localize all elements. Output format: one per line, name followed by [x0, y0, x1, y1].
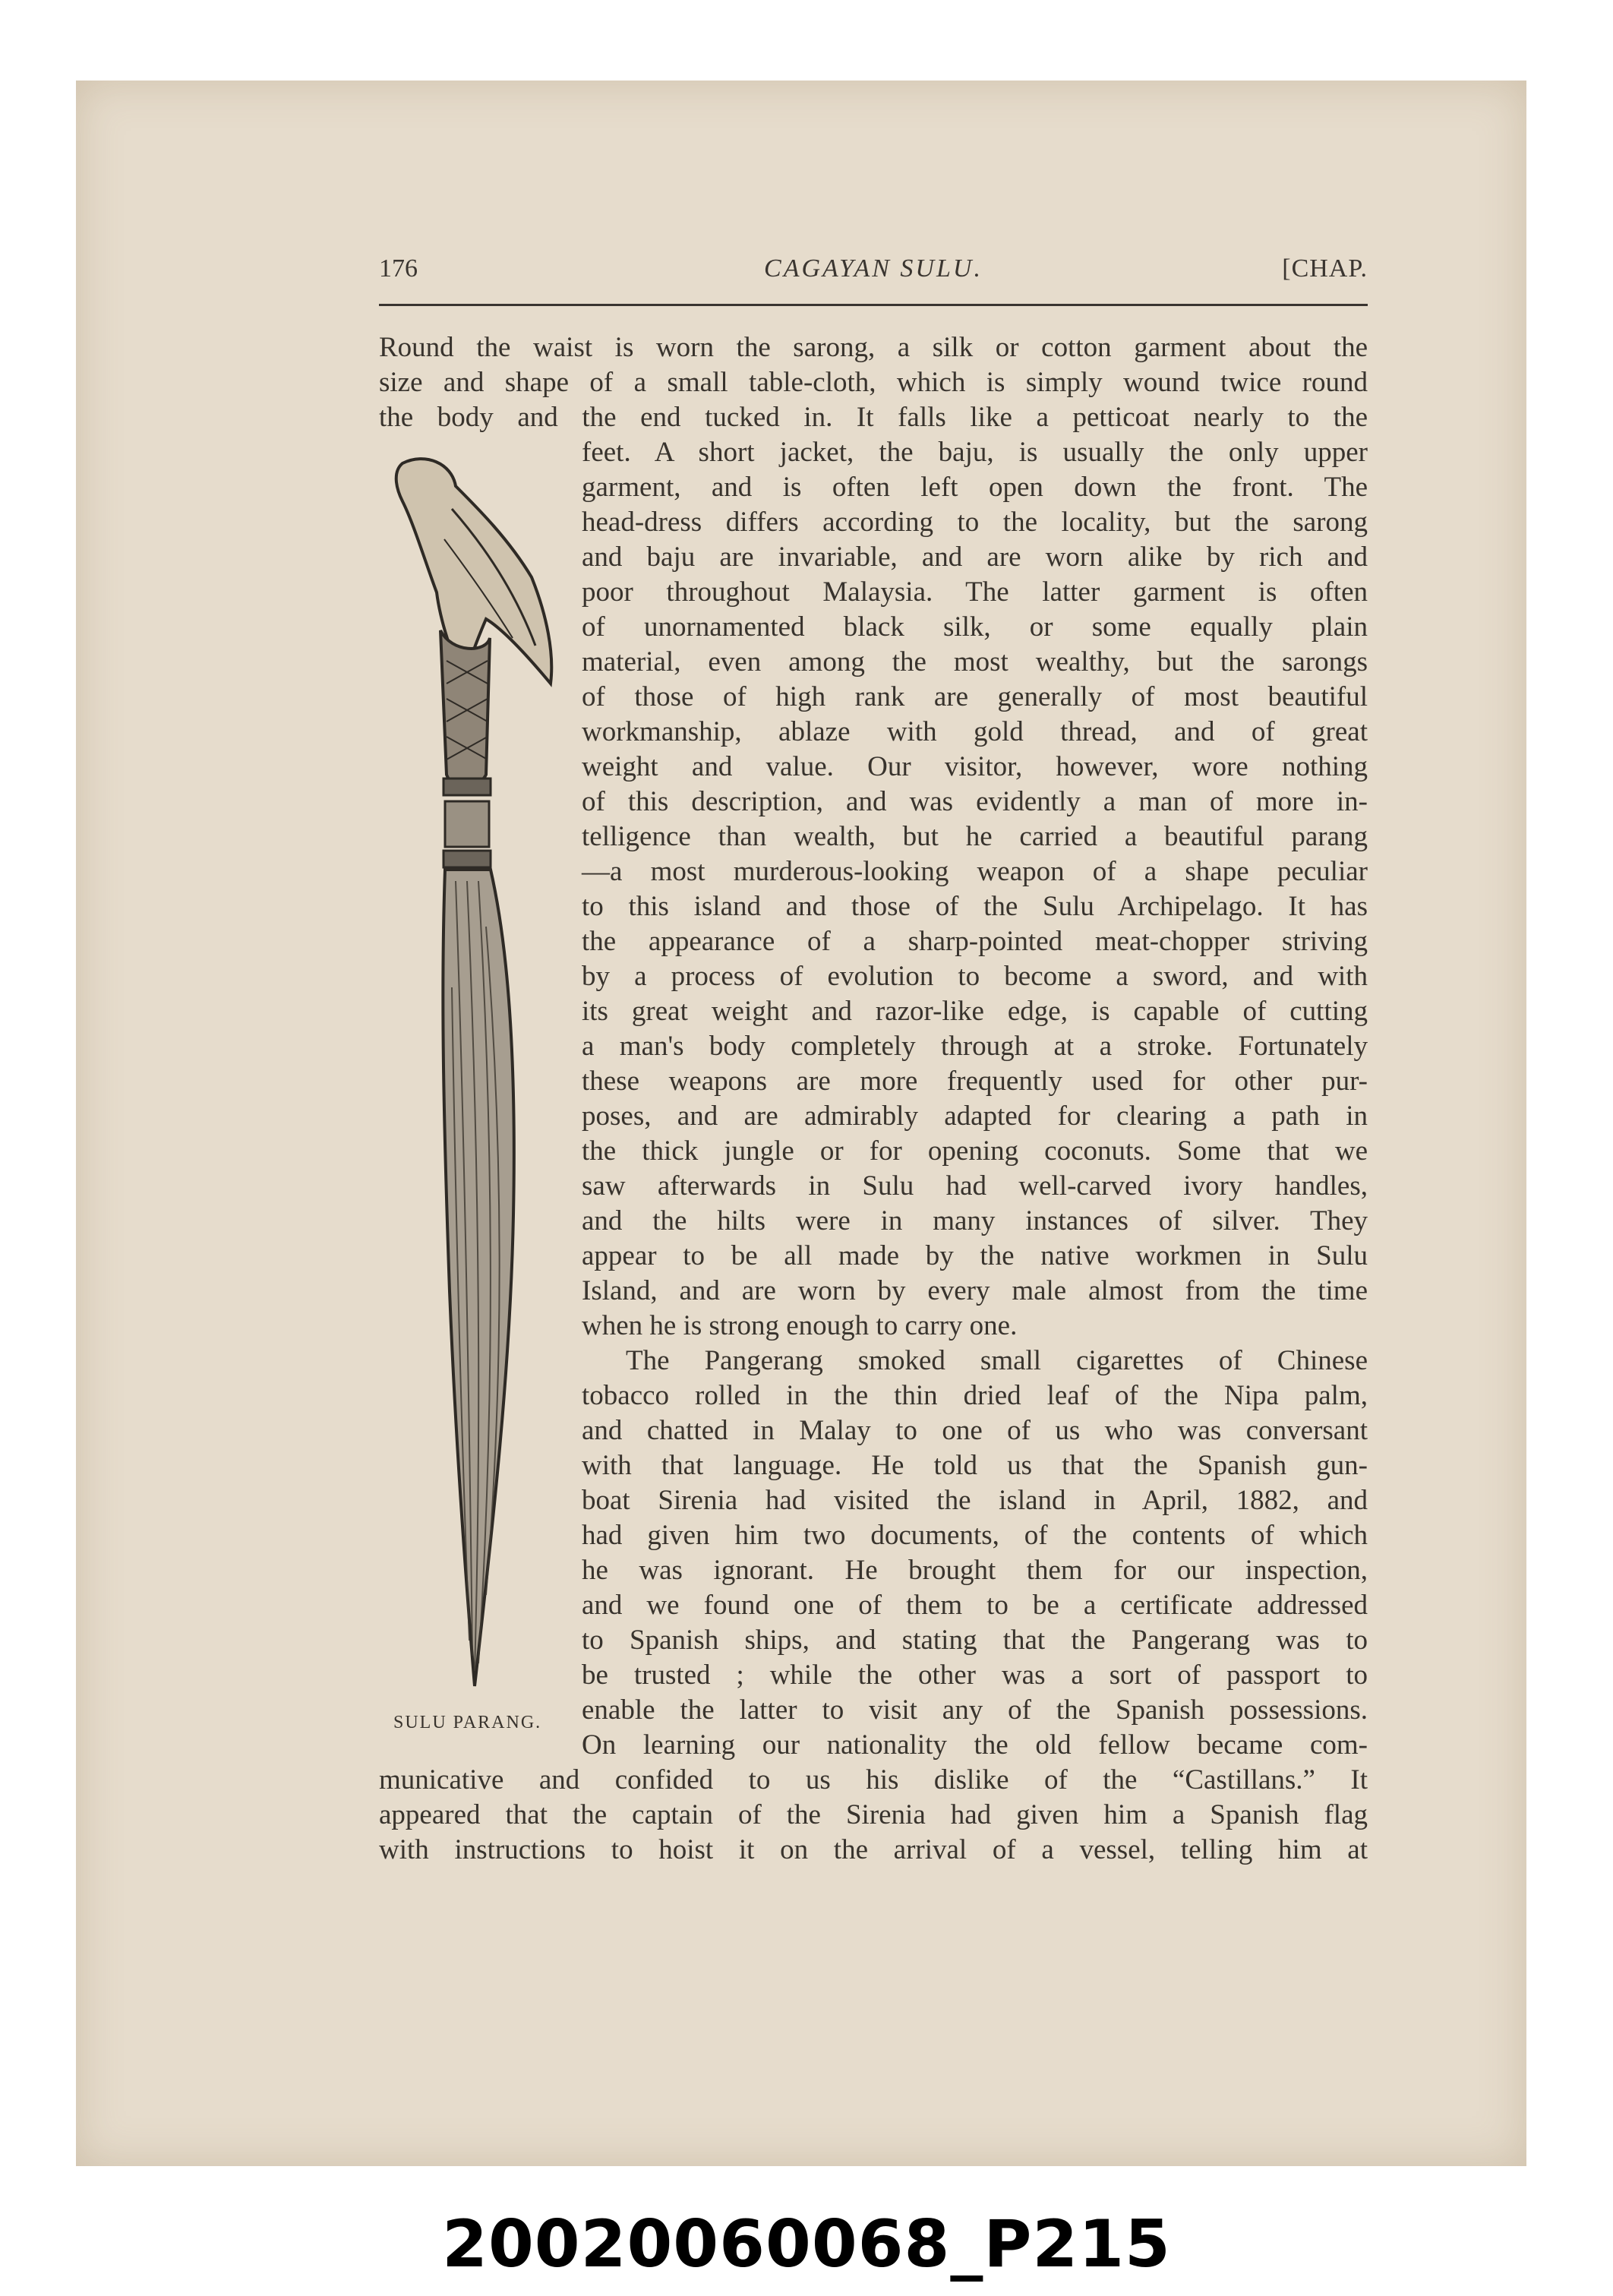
parang-illustration: [380, 456, 577, 1701]
text-line: poor throughout Malaysia. The latter garment is often: [582, 576, 1368, 608]
text-line: Round the waist is worn the sarong, a silk or cotton garment about the: [379, 332, 1368, 363]
text-line: appeared that the captain of the Sirenia had given him a Spanish flag: [379, 1799, 1368, 1830]
text-line: appear to be all made by the native workmen in Sulu: [582, 1240, 1368, 1271]
text-line: —a most murderous-looking weapon of a shape peculiar: [582, 856, 1368, 887]
page-header: [379, 254, 1368, 300]
text-line: to this island and those of the Sulu Archipelago. It has: [582, 891, 1368, 922]
text-line: these weapons are more frequently used for other pur-: [582, 1066, 1368, 1097]
text-line: municative and confided to us his dislike of the “Castillans.” It: [379, 1764, 1368, 1795]
text-line: to Spanish ships, and stating that the Pangerang was to: [582, 1625, 1368, 1656]
text-line: and chatted in Malay to one of us who was conversant: [582, 1415, 1368, 1446]
text-line: feet. A short jacket, the baju, is usually the only upper: [582, 437, 1368, 468]
text-line: and we found one of them to be a certificate addressed: [582, 1590, 1368, 1621]
text-line: be trusted ; while the other was a sort of passport to: [582, 1660, 1368, 1691]
text-line: with that language. He told us that the Spanish gun-: [582, 1450, 1368, 1481]
text-line: the appearance of a sharp-pointed meat-chopper striving: [582, 926, 1368, 957]
text-line: when he is strong enough to carry one.: [582, 1310, 1018, 1341]
catalog-number: 20020060068_P215: [442, 2206, 1171, 2282]
text-line: garment, and is often left open down the front. The: [582, 472, 1368, 503]
text-line: with instructions to hoist it on the arrival of a vessel, telling him at: [379, 1834, 1368, 1865]
text-line: the thick jungle or for opening coconuts. Some that we: [582, 1135, 1368, 1167]
text-line: of unornamented black silk, or some equally plain: [582, 611, 1368, 643]
text-line: Island, and are worn by every male almost from the time: [582, 1275, 1368, 1306]
running-title: CAGAYAN SULU.: [764, 254, 983, 283]
text-line: and baju are invariable, and are worn alike by rich and: [582, 542, 1368, 573]
text-line: enable the latter to visit any of the Spanish possessions.: [582, 1694, 1368, 1726]
text-line: telligence than wealth, but he carried a beautiful parang: [582, 821, 1368, 852]
text-line: size and shape of a small table-cloth, which is simply wound twice round: [379, 367, 1368, 398]
text-line: material, even among the most wealthy, but the sarongs: [582, 646, 1368, 677]
text-line: and the hilts were in many instances of silver. They: [582, 1205, 1368, 1236]
text-line: weight and value. Our visitor, however, wore nothing: [582, 751, 1368, 782]
text-line: had given him two documents, of the contents of which: [582, 1520, 1368, 1551]
text-line: its great weight and razor-like edge, is capable of cutting: [582, 996, 1368, 1027]
page-number: 176: [379, 254, 418, 283]
text-line: of those of high rank are generally of most beautiful: [582, 681, 1368, 712]
text-line: tobacco rolled in the thin dried leaf of the Nipa palm,: [582, 1380, 1368, 1411]
text-line: a man's body completely through at a stroke. Fortunately: [582, 1031, 1368, 1062]
text-line: On learning our nationality the old fellow became com-: [582, 1729, 1368, 1761]
text-line: poses, and are admirably adapted for clearing a path in: [582, 1101, 1368, 1132]
text-line: the body and the end tucked in. It falls like a petticoat nearly to the: [379, 402, 1368, 433]
text-line: by a process of evolution to become a sword, and with: [582, 961, 1368, 992]
text-line: head-dress differs according to the locality, but the sarong: [582, 507, 1368, 538]
text-line: workmanship, ablaze with gold thread, and of great: [582, 716, 1368, 747]
figure-caption: SULU PARANG.: [393, 1713, 542, 1732]
text-line: The Pangerang smoked small cigarettes of Chinese: [626, 1345, 1368, 1376]
text-line: he was ignorant. He brought them for our inspection,: [582, 1555, 1368, 1586]
text-line: of this description, and was evidently a man of more in-: [582, 786, 1368, 817]
chapter-marker: [CHAP.: [1282, 254, 1368, 283]
header-rule: [379, 304, 1368, 306]
text-line: boat Sirenia had visited the island in April, 1882, and: [582, 1485, 1368, 1516]
text-line: saw afterwards in Sulu had well-carved ivory handles,: [582, 1170, 1368, 1202]
